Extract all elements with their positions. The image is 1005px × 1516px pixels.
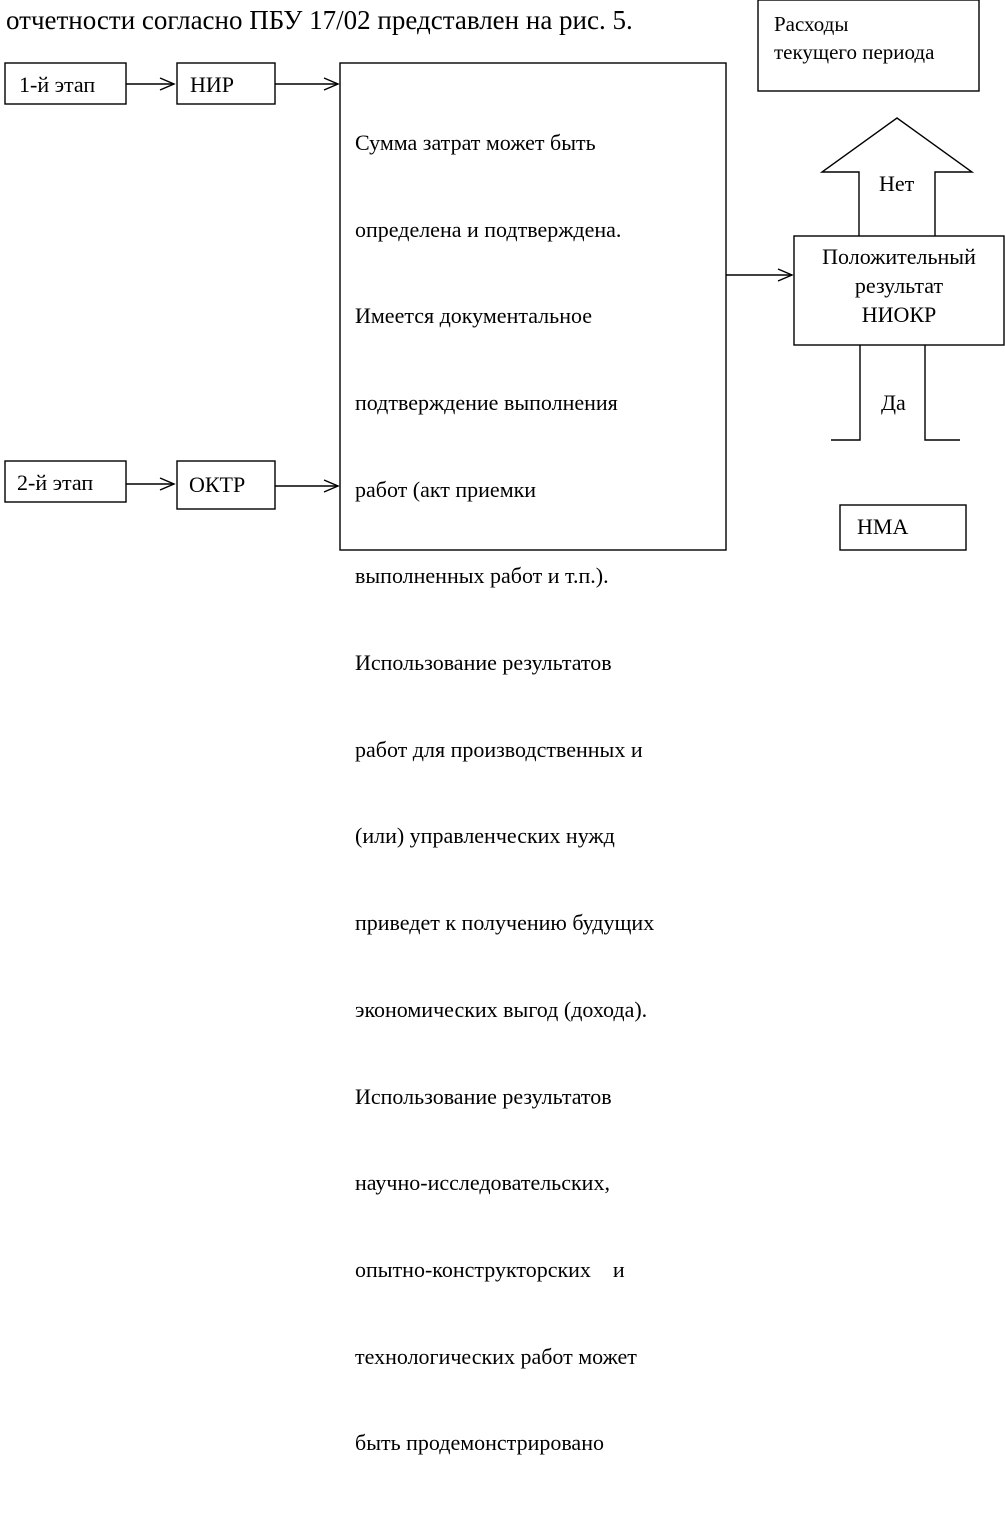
conditions-line: выполненных работ и т.п.).: [355, 563, 609, 589]
conditions-line: работ для производственных и: [355, 736, 643, 762]
conditions-line: подтверждение выполнения: [355, 389, 618, 415]
arrow-nir-to-conditions: [275, 78, 338, 90]
conditions-line: Имеется документальное: [355, 303, 593, 329]
arrow-oktr-to-conditions: [275, 480, 338, 492]
yes-branch-left: [831, 345, 860, 440]
conditions-line: работ (акт приемки: [355, 476, 537, 502]
expenses-line-1: Расходы: [774, 12, 849, 36]
result-line-3: НИОКР: [861, 302, 937, 327]
result-line-2: результат: [854, 273, 944, 298]
conditions-line: экономических выгод (дохода).: [355, 996, 648, 1022]
oktr-label: ОКТР: [189, 472, 246, 497]
nir-label: НИР: [190, 72, 235, 97]
conditions-line: определена и подтверждена.: [355, 216, 622, 242]
page-heading: отчетности согласно ПБУ 17/02 представлен на рис. 5.: [6, 5, 633, 35]
arrow-stage1-to-nir: [126, 78, 174, 90]
conditions-line: (или) управленческих нужд: [355, 823, 615, 849]
conditions-line: научно-исследовательских,: [355, 1170, 610, 1196]
conditions-line: быть продемонстрировано: [355, 1430, 604, 1456]
conditions-line: приведет к получению будущих: [355, 910, 655, 936]
yes-branch-right: [925, 345, 960, 440]
conditions-line: опытно-конструкторских и: [355, 1256, 625, 1282]
arrow-conditions-to-result: [726, 269, 792, 281]
conditions-line: Использование результатов: [355, 1083, 612, 1109]
conditions-line: Использование результатов: [355, 650, 612, 676]
yes-branch-label: Да: [881, 390, 906, 415]
conditions-line: Сумма затрат может быть: [355, 129, 596, 155]
nma-label: НМА: [857, 514, 909, 539]
no-branch-label: Нет: [879, 171, 915, 196]
expenses-line-2: текущего периода: [774, 40, 935, 64]
result-line-1: Положительный: [822, 244, 976, 269]
stage1-label: 1-й этап: [19, 72, 96, 97]
conditions-text: [355, 71, 725, 1516]
stage2-label: 2-й этап: [17, 470, 94, 495]
arrow-stage2-to-oktr: [126, 478, 174, 490]
conditions-line: технологических работ может: [355, 1343, 637, 1369]
